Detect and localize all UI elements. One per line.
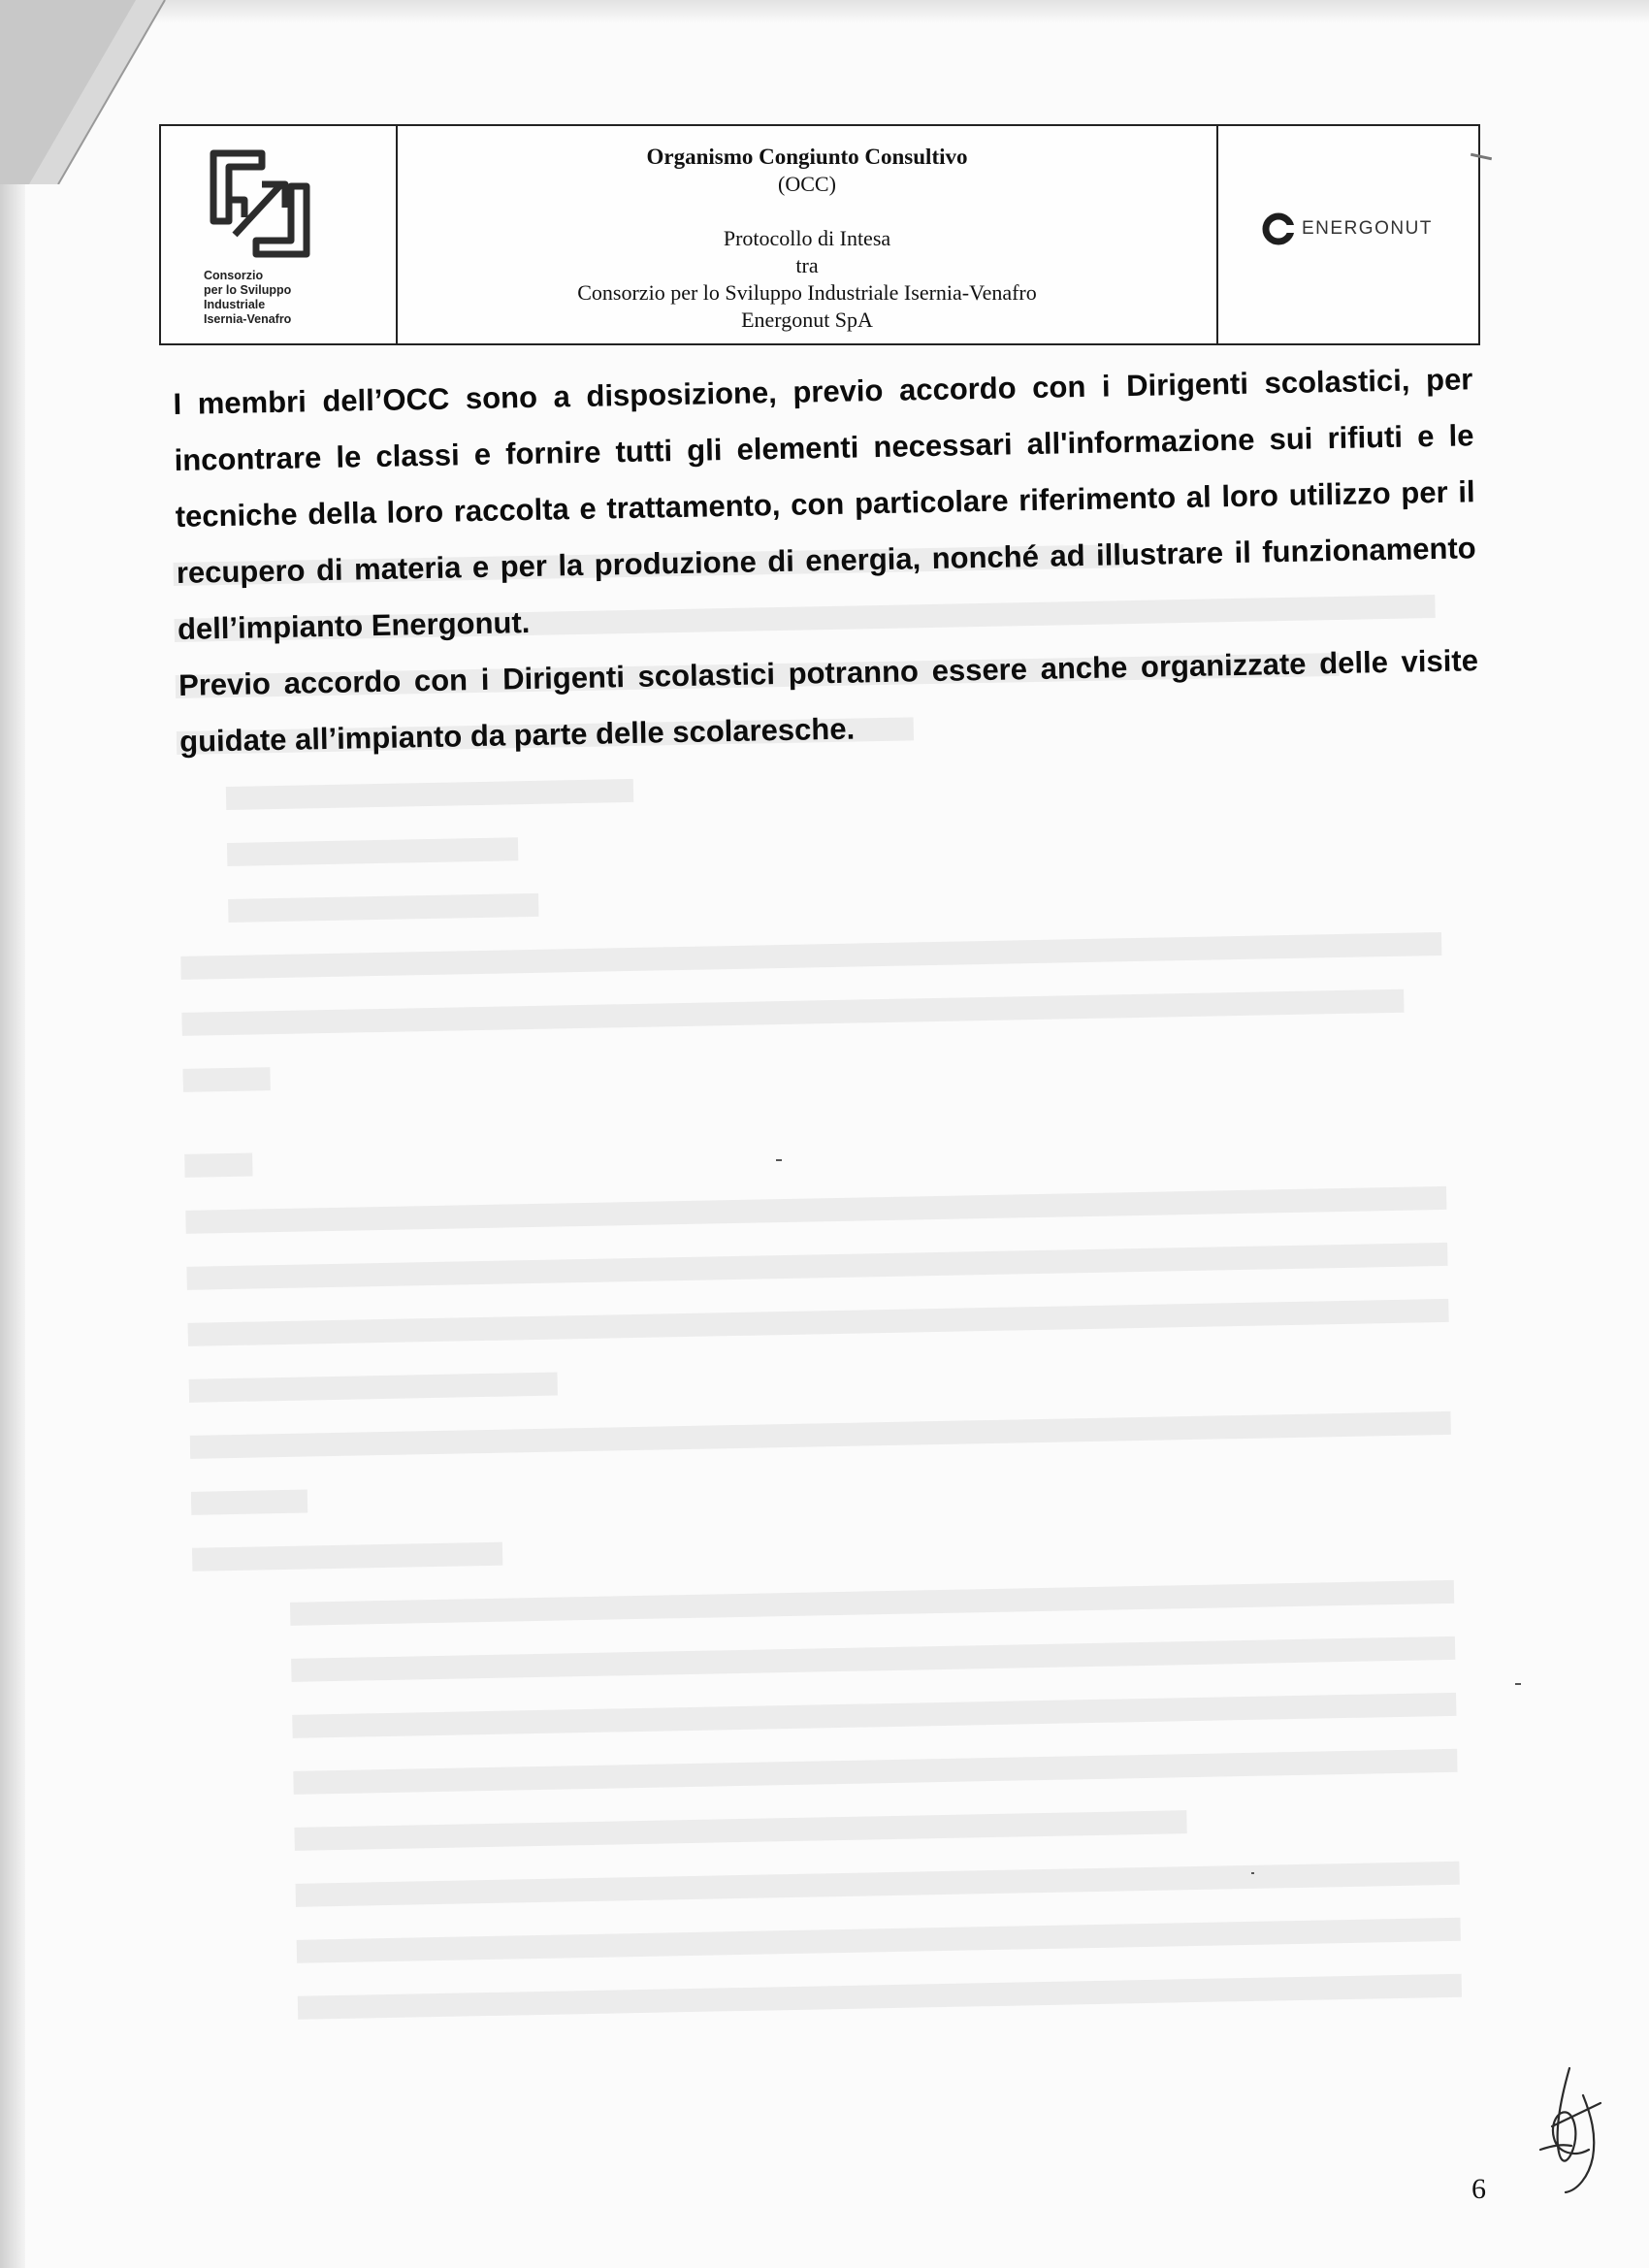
- consorzio-logo-line: Consorzio: [204, 269, 264, 282]
- energonut-ring-logo-icon: [1261, 211, 1296, 246]
- consorzio-logo-text: [204, 269, 291, 327]
- between-word: tra: [795, 253, 819, 277]
- scan-mark: [1471, 153, 1492, 161]
- scan-speck: [776, 1159, 782, 1161]
- header-right-logo-cell: [1218, 126, 1478, 343]
- document-header: [159, 124, 1480, 345]
- handwritten-signature-icon: [1533, 2057, 1620, 2202]
- consorzio-arrow-logo-icon: [206, 146, 314, 262]
- org-title: Organismo Congiunto Consultivo: [646, 145, 968, 169]
- scan-speck: [1251, 1872, 1254, 1874]
- header-left-logo-cell: [161, 126, 398, 343]
- energonut-logo: [1261, 211, 1433, 246]
- consorzio-logo-line: Isernia-Venafro: [204, 312, 292, 326]
- party-two: Energonut SpA: [741, 308, 873, 332]
- document-body: [173, 351, 1480, 770]
- body-paragraph: Previo accordo con i Dirigenti scolastici potranno essere anche organizzate delle visite guidate all’impianto da parte delle scolaresche.: [178, 643, 1479, 759]
- protocol-title: Protocollo di Intesa: [723, 226, 891, 250]
- energonut-logo-text: ENERGONUT: [1302, 218, 1433, 239]
- party-one: Consorzio per lo Sviluppo Industriale Isernia-Venafro: [577, 280, 1037, 305]
- header-title-cell: [398, 126, 1218, 343]
- scan-speck: [1515, 1683, 1521, 1685]
- scan-top-shadow: [0, 0, 1649, 23]
- org-abbreviation: (OCC): [778, 172, 836, 196]
- scan-left-shadow: [0, 0, 25, 2268]
- consorzio-logo-line: Industriale: [204, 298, 266, 311]
- body-paragraph: I membri dell’OCC sono a disposizione, previo accordo con i Dirigenti scolastici, per incontrare le classi e fornire tutti gli elementi necessari all'informazione sui rifiuti e le tecniche della loro raccolta e trattamento, con particolare riferimento al loro utilizzo per il recupero di materia e per la produzione di energia, nonché ad illustrare il funzionamento dell’impianto Energonut.: [173, 362, 1476, 646]
- consorzio-logo-line: per lo Sviluppo: [204, 283, 292, 297]
- page-number: 6: [1471, 2173, 1486, 2205]
